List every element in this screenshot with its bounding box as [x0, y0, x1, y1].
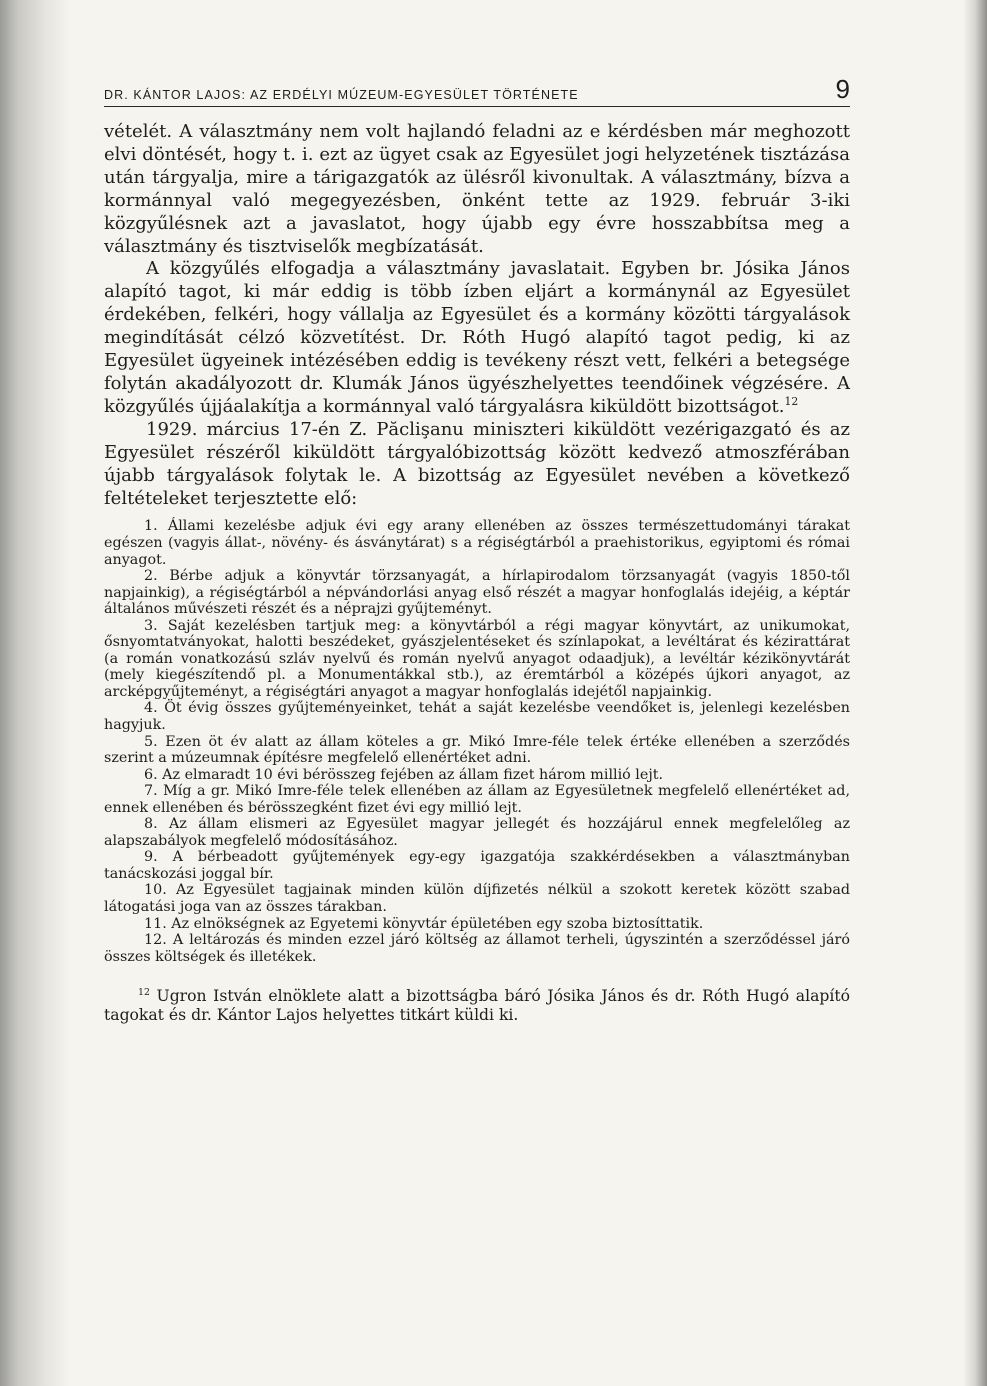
condition-item: 9. A bérbeadott gyűjtemények egy-egy igazgatója szakkérdésekben a választmányban tanácskozási joggal bír.: [104, 849, 850, 882]
condition-item: 6. Az elmaradt 10 évi bérösszeg fejében az állam fizet három millió lejt.: [144, 766, 664, 783]
footnote-reference: 12: [784, 394, 799, 408]
condition-item: 10. Az Egyesület tagjainak minden külön díjfizetés nélkül a szokott keretek között szabad látogatási joga van az összes tárakban.: [104, 882, 850, 915]
paragraph-2: [104, 258, 850, 418]
paragraph-1: vételét. A választmány nem volt hajlandó feladni az e kérdésben már meghozott elvi döntését, hogy t. i. ezt az ügyet csak az Egyesület jogi helyzetének tisztázása után tárgyalja, mire a tárigazgatók az ülésről kivonultak. A választmány, bízva a kormánnyal való megegyezésben, önként tette az 1929. február 3-iki közgyűlésnek azt a javaslatot, hogy újabb egy évre hosszabbítsa meg a választmány és tisztviselők megbízatását.: [104, 121, 850, 257]
paragraph-2-text: A közgyűlés elfogadja a választmány javaslatait. Egyben br. Jósika János alapító tagot, ki már eddig is több ízben eljárt a kormánynál az Egyesület érdekében, felkéri, hogy vállalja az Egyesület és a kormány közötti tárgyalások megindítását célzó közvetítést. Dr. Róth Hugó alapító tagot pedig, ki az Egyesület ügyeinek intézésében eddig is tevékeny részt vett, felkéri a betegsége folytán akadályozott dr. Klumák János ügyészhelyettes teendőinek végzésére. A közgyűlés újjáalakítja a kormánnyal való tárgyalásra kiküldött bizottságot.: [104, 258, 850, 417]
main-text: [104, 121, 850, 510]
page-header: [104, 74, 850, 107]
scan-right-edge: [963, 0, 987, 1386]
condition-item: 11. Az elnökségnek az Egyetemi könyvtár épületében egy szoba biztosíttatik.: [144, 915, 704, 932]
footnote-text: Ugron István elnöklete alatt a bizottságba báró Jósika János és dr. Róth Hugó alapító tagokat és dr. Kántor Lajos helyettes titkárt küldi ki.: [104, 987, 850, 1024]
condition-item: 3. Saját kezelésben tartjuk meg: a könyvtárból a régi magyar könyvtárt, az unikumokat, ősnyomtatványokat, halotti beszédeket, gyászjelentéseket és színlapokat, a levéltárat és kézirattárat (a román vonatkozású szláv nyelvű és román nyelvű anyagot odaadjuk), a levéltár kézikönyvtárát (mely kiegészítendő pl. a Monumentákkal stb.), az éremtárból a középés újkori anyagot, az arcképgyűjteményt, a régiségtári anyagot a magyar honfoglalás idejétől napjainkig.: [104, 617, 850, 700]
footnote-number: 12: [138, 986, 150, 998]
page-number: 9: [835, 74, 850, 104]
condition-item: 1. Állami kezelésbe adjuk évi egy arany ellenében az összes természettudományi tárakat egészen (vagyis állat-, növény- és ásványtárat) s a régiségtárból a praehistorikus, egyiptomi és római anyagot.: [104, 518, 850, 568]
condition-item: 7. Míg a gr. Mikó Imre-féle telek ellenében az állam az Egyesületnek megfelelő ellenértéket ad, ennek ellenében és bérösszegként fizet évi egy millió lejt.: [104, 783, 850, 816]
conditions-list: [104, 518, 850, 965]
footnote: [104, 987, 850, 1024]
condition-item: 8. Az állam elismeri az Egyesület magyar jellegét és hozzájárul ennek megfelelőleg az alapszabályok megfelelő módosításához.: [104, 816, 850, 849]
running-head: DR. KÁNTOR LAJOS: AZ ERDÉLYI MÚZEUM-EGYESÜLET TÖRTÉNETE: [104, 88, 579, 102]
condition-item: 5. Ezen öt év alatt az állam köteles a gr. Mikó Imre-féle telek értéke ellenében a szerződés szerint a múzeumnak építésre megfelelő ellenértéket adni.: [104, 733, 850, 767]
condition-item: 12. A leltározás és minden ezzel járó költség az államot terheli, úgyszintén a szerződéssel járó összes költségek és illetékek.: [104, 932, 850, 965]
paragraph-3: 1929. március 17-én Z. Păclişanu miniszteri kiküldött vezérigazgató és az Egyesület részéről kiküldött tárgyalóbizottság között kedvező atmoszférában újabb tárgyalások folytak le. A bizottság az Egyesület nevében a következő feltételeket terjesztette elő:: [104, 418, 850, 509]
document-page: [104, 74, 850, 1024]
scan-left-shadow: [0, 0, 70, 1386]
footnote-text-block: [104, 987, 850, 1024]
condition-item: 4. Öt évig összes gyűjteményeinket, tehát a saját kezelésbe veendőket is, jelenlegi kezelésben hagyjuk.: [104, 700, 850, 733]
condition-item: 2. Bérbe adjuk a könyvtár törzsanyagát, a hírlapirodalom törzsanyagát (vagyis 1850-től napjainkig), a régiségtárból a népvándorlási anyag első részét a magyar honfoglalás idejéig, a képtár általános művészeti részét és a néprajzi gyűjteményt.: [104, 568, 850, 618]
